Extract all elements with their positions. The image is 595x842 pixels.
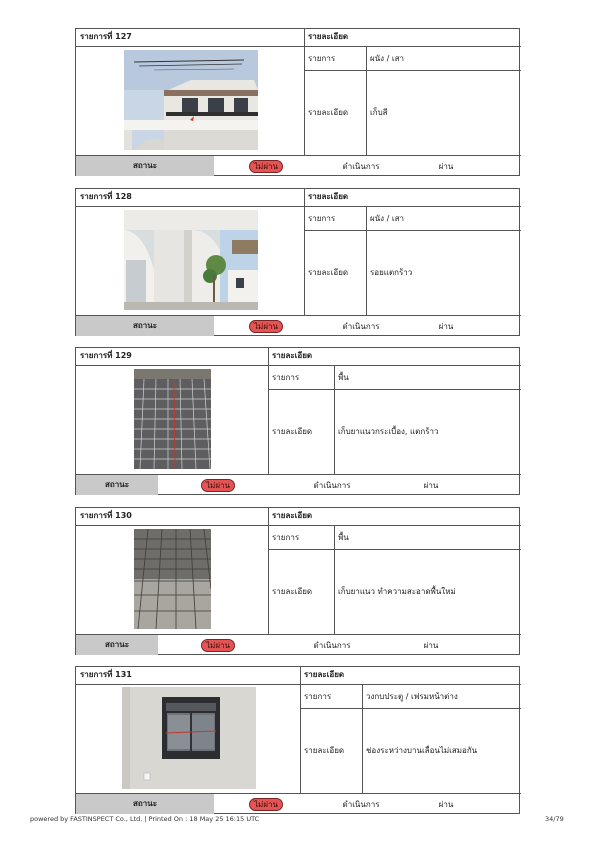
detail-label: รายละเอียด (304, 746, 345, 755)
inspection-card-129 (75, 347, 520, 495)
status-fail-badge: ไม่ผ่าน (201, 639, 235, 652)
item-value: ผนัง / เสา (370, 213, 404, 223)
card-title: รายการที่ 128 (80, 192, 132, 201)
detail-label: รายละเอียด (308, 268, 349, 277)
detail-header: รายละเอียด (308, 192, 349, 201)
status-pass: ผ่าน (438, 161, 454, 171)
card-title: รายการที่ 127 (80, 32, 132, 41)
item-value: พื้น (338, 532, 349, 542)
item-label: รายการ (272, 532, 300, 542)
card-title: รายการที่ 129 (80, 351, 132, 360)
item-label: รายการ (308, 53, 336, 63)
status-in-progress: ดำเนินการ (313, 480, 351, 490)
status-in-progress: ดำเนินการ (342, 161, 380, 171)
status-label: สถานะ (76, 475, 158, 495)
status-in-progress: ดำเนินการ (313, 640, 351, 650)
status-in-progress: ดำเนินการ (342, 799, 380, 809)
card-title: รายการที่ 130 (80, 511, 132, 520)
item-label: รายการ (304, 691, 332, 701)
window-frame-photo (122, 687, 256, 789)
detail-label: รายละเอียด (272, 587, 313, 596)
detail-value: เก็บยาแนวกระเบื้อง, แตกร้าว (338, 427, 439, 436)
detail-header: รายละเอียด (272, 511, 313, 520)
stone-tile-floor-photo (134, 529, 211, 629)
inspection-card-127 (75, 28, 520, 176)
detail-label: รายละเอียด (272, 427, 313, 436)
inspection-card-130 (75, 507, 520, 655)
footer-printed-on: powered by FASTINSPECT Co., Ltd. | Printed On : 18 May 25 16:15 UTC (30, 815, 260, 823)
detail-header: รายละเอียด (308, 32, 349, 41)
inspection-card-128 (75, 188, 520, 336)
item-value: วงกบประตู / เฟรมหน้าต่าง (366, 691, 458, 701)
card-title: รายการที่ 131 (80, 670, 132, 679)
status-label: สถานะ (76, 794, 214, 814)
status-fail-badge: ไม่ผ่าน (249, 798, 283, 811)
status-label: สถานะ (76, 316, 214, 336)
status-pass: ผ่าน (423, 640, 439, 650)
detail-value: รอยแตกร้าว (370, 268, 413, 277)
detail-value: เก็บยาแนว ทำความสะอาดพื้นใหม่ (338, 587, 456, 596)
item-value: ผนัง / เสา (370, 53, 404, 63)
status-fail-badge: ไม่ผ่าน (249, 160, 283, 173)
status-label: สถานะ (76, 635, 158, 655)
item-value: พื้น (338, 372, 349, 382)
status-pass: ผ่าน (423, 480, 439, 490)
tile-walkway-photo (134, 369, 211, 469)
detail-header: รายละเอียด (272, 351, 313, 360)
detail-value: เก็บสี (370, 108, 388, 117)
detail-label: รายละเอียด (308, 108, 349, 117)
detail-value: ช่องระหว่างบานเลื่อนไม่เสมอกัน (366, 746, 478, 755)
inspection-card-131 (75, 666, 520, 814)
status-in-progress: ดำเนินการ (342, 321, 380, 331)
status-fail-badge: ไม่ผ่าน (249, 320, 283, 333)
column-arch-photo (124, 210, 258, 310)
status-pass: ผ่าน (438, 321, 454, 331)
detail-header: รายละเอียด (304, 670, 345, 679)
status-pass: ผ่าน (438, 799, 454, 809)
item-label: รายการ (308, 213, 336, 223)
house-balcony-photo (124, 50, 258, 150)
page-number: 34/79 (545, 815, 564, 823)
status-fail-badge: ไม่ผ่าน (201, 479, 235, 492)
item-label: รายการ (272, 372, 300, 382)
status-label: สถานะ (76, 156, 214, 176)
